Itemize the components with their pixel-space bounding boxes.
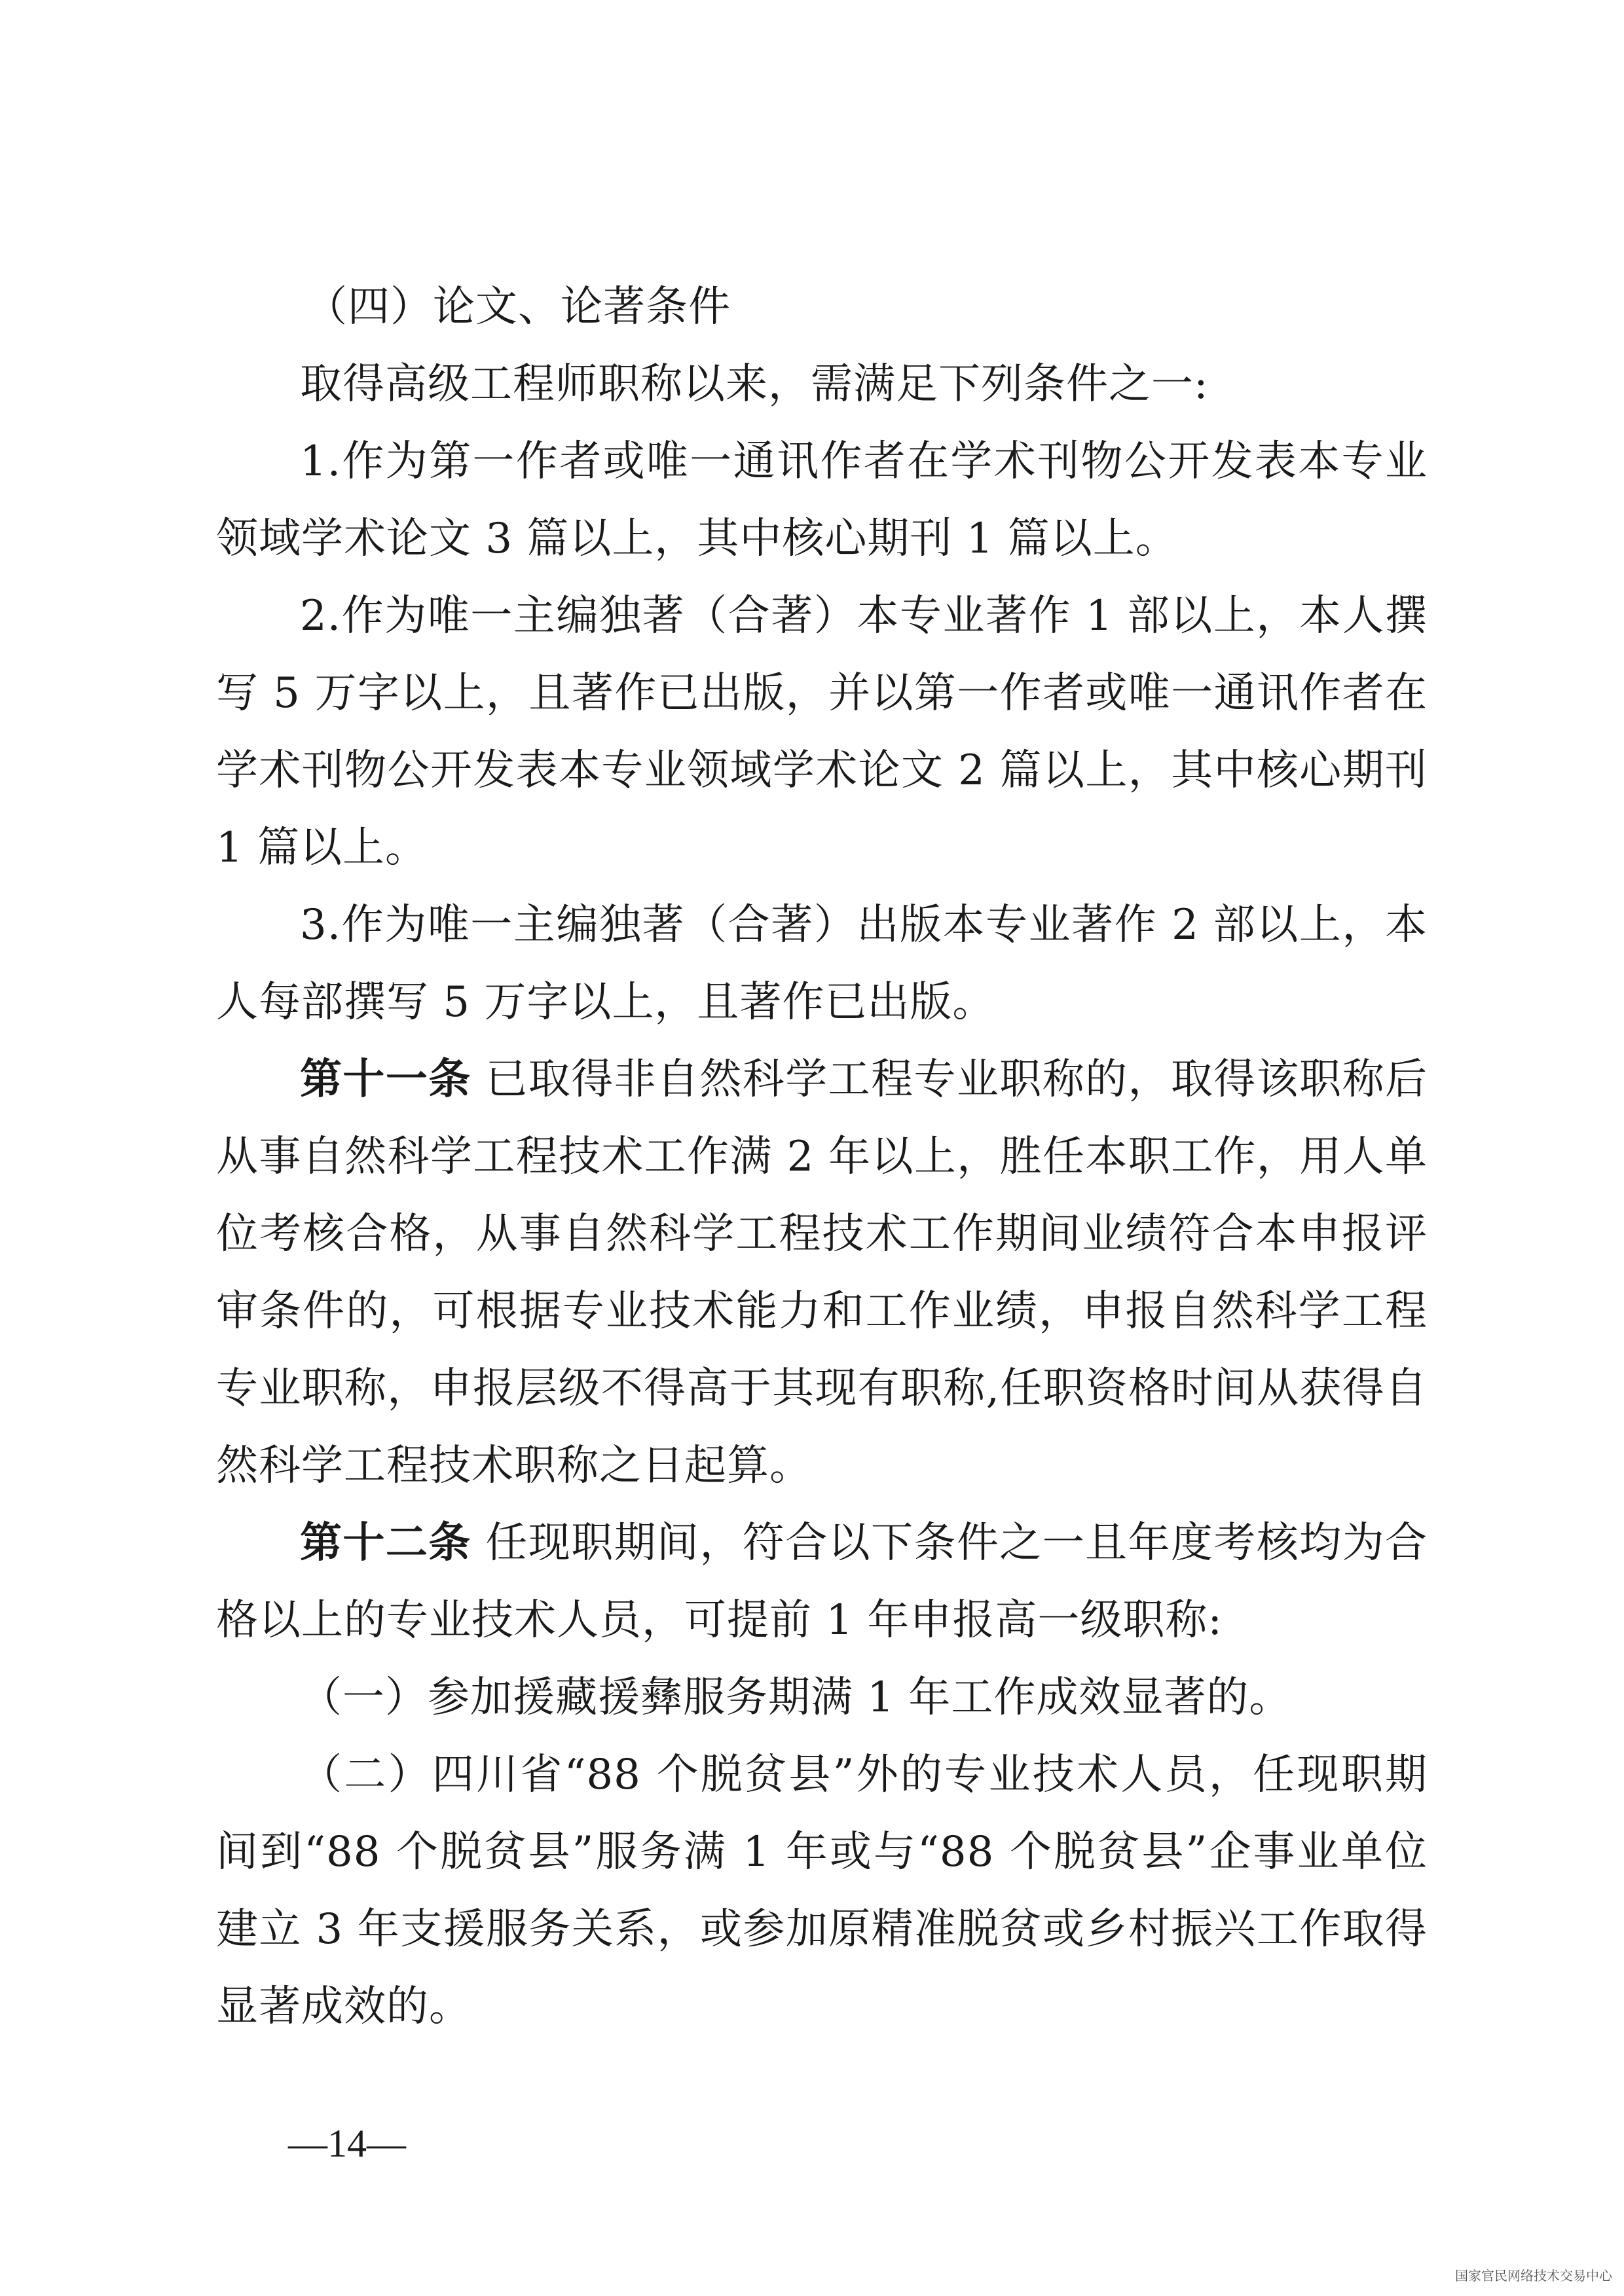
article-11-paragraph [216, 1041, 1428, 1504]
article-11-text: 已取得非自然科学工程专业职称的，取得该职称后从事自然科学工程技术工作满 2 年以上，胜任本职工作，用人单位考核合格，从事自然科学工程技术工作期间业绩符合本申报评审条件的，可根据专业技术能力和工作业绩，申报自然科学工程专业职称，申报层级不得高于其现有职称,任职资格时间从获得自然科学工程技术职称之日起算。 [216, 1055, 1428, 1490]
document-body [216, 268, 1428, 2045]
article-12-text: 任现职期间，符合以下条件之一且年度考核均为合格以上的专业技术人员，可提前 1 年申报高一级职称: [216, 1519, 1428, 1645]
watermark-text: 国家官民网络技术交易中心 [1455, 2268, 1612, 2284]
section-heading: （四）论文、论著条件 [305, 283, 731, 331]
condition-item-2: 2.作为唯一主编独著（合著）本专业著作 1 部以上，本人撰写 5 万字以上，且著作已出版，并以第一作者或唯一通讯作者在学术刊物公开发表本专业领域学术论文 2 篇以上，其中核心期刊 1 篇以上。 [216, 592, 1428, 872]
article-12-item-2: （二）四川省“88 个脱贫县”外的专业技术人员，任现职期间到“88 个脱贫县”服务满 1 年或与“88 个脱贫县”企事业单位建立 3 年支援服务关系，或参加原精准脱贫或乡村振兴工作取得显著成效的。 [216, 1751, 1428, 2031]
article-12-item-1: （一）参加援藏援彝服务期满 1 年工作成效显著的。 [300, 1673, 1292, 1722]
condition-item-3: 3.作为唯一主编独著（合著）出版本专业著作 2 部以上，本人每部撰写 5 万字以上，且著作已出版。 [216, 901, 1428, 1027]
intro-paragraph: 取得高级工程师职称以来，需满足下列条件之一: [300, 360, 1209, 409]
article-11-label: 第十一条 [300, 1055, 471, 1104]
page-number: —14— [288, 2122, 406, 2165]
article-12-paragraph [216, 1504, 1428, 1659]
article-12-label: 第十二条 [300, 1519, 471, 1567]
condition-item-1: 1.作为第一作者或唯一通讯作者在学术刊物公开发表本专业领域学术论文 3 篇以上，其中核心期刊 1 篇以上。 [216, 437, 1428, 563]
